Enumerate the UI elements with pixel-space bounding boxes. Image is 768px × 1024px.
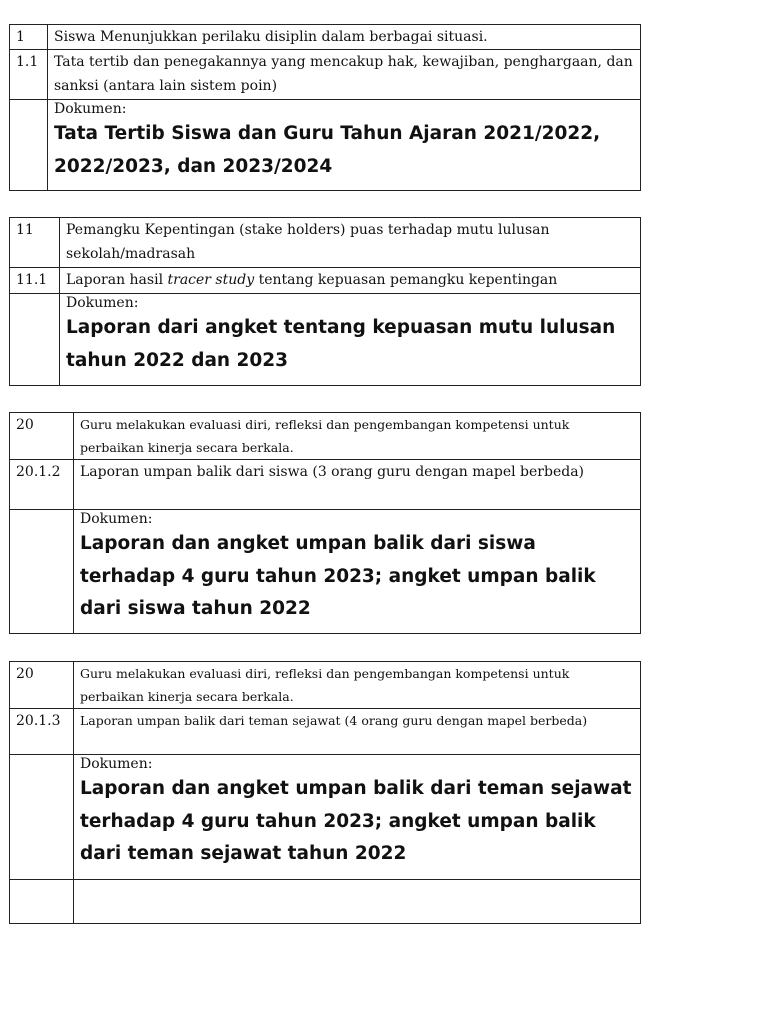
indicator-number: 20.1.3 [10, 709, 74, 755]
empty-cell [10, 880, 74, 924]
indicator-text: Laporan umpan balik dari siswa (3 orang guru dengan mapel berbeda) [74, 460, 641, 510]
criteria-table-1 [9, 24, 641, 191]
document-title: Laporan dan angket umpan balik dari teman sejawat terhadap 4 guru tahun 2023; angket umpan balik dari teman sejawat tahun 2022 [80, 778, 632, 864]
indicator-text: Tata tertib dan penegakannya yang mencakup hak, kewajiban, penghargaan, dan sanksi (antara lain sistem poin) [48, 50, 641, 100]
empty-cell [10, 294, 60, 386]
document-label: Dokumen: [54, 101, 127, 117]
table-row [10, 268, 641, 294]
document-cell [60, 294, 641, 386]
document-label: Dokumen: [80, 756, 153, 772]
table-row [10, 880, 641, 924]
indicator-number: 20.1.2 [10, 460, 74, 510]
document-label: Dokumen: [80, 511, 153, 527]
table-row [10, 510, 641, 634]
criterion-number: 11 [10, 218, 60, 268]
table-row [10, 25, 641, 50]
criterion-number: 1 [10, 25, 48, 50]
criterion-text: Guru melakukan evaluasi diri, refleksi dan pengembangan kompetensi untuk perbaikan kinerja secara berkala. [74, 662, 641, 709]
indicator-text [60, 268, 641, 294]
criterion-text: Guru melakukan evaluasi diri, refleksi dan pengembangan kompetensi untuk perbaikan kinerja secara berkala. [74, 413, 641, 460]
indicator-number: 1.1 [10, 50, 48, 100]
table-row [10, 709, 641, 755]
empty-cell [74, 880, 641, 924]
table-row [10, 755, 641, 880]
criteria-table-3 [9, 412, 641, 634]
empty-cell [10, 100, 48, 191]
document-title: Laporan dari angket tentang kepuasan mutu lulusan tahun 2022 dan 2023 [66, 317, 616, 371]
document-title: Laporan dan angket umpan balik dari siswa terhadap 4 guru tahun 2023; angket umpan balik dari siswa tahun 2022 [80, 533, 596, 619]
table-row [10, 662, 641, 709]
document-label: Dokumen: [66, 295, 139, 311]
table-row [10, 50, 641, 100]
empty-cell [10, 510, 74, 634]
document-title: Tata Tertib Siswa dan Guru Tahun Ajaran 2021/2022, 2022/2023, dan 2023/2024 [54, 123, 601, 177]
indicator-text-italic: tracer study [167, 272, 255, 288]
criterion-number: 20 [10, 662, 74, 709]
criterion-text: Siswa Menunjukkan perilaku disiplin dalam berbagai situasi. [48, 25, 641, 50]
table-row [10, 460, 641, 510]
criterion-number: 20 [10, 413, 74, 460]
criteria-table-2 [9, 217, 641, 386]
empty-cell [10, 755, 74, 880]
document-cell [74, 510, 641, 634]
document-cell [74, 755, 641, 880]
table-row [10, 294, 641, 386]
indicator-number: 11.1 [10, 268, 60, 294]
criteria-table-4 [9, 661, 641, 924]
criterion-text: Pemangku Kepentingan (stake holders) puas terhadap mutu lulusan sekolah/madrasah [60, 218, 641, 268]
indicator-text-part: Laporan hasil [66, 272, 168, 288]
table-row [10, 100, 641, 191]
indicator-text: Laporan umpan balik dari teman sejawat (4 orang guru dengan mapel berbeda) [74, 709, 641, 755]
indicator-text-part: tentang kepuasan pemangku kepentingan [254, 272, 558, 288]
table-row [10, 218, 641, 268]
table-row [10, 413, 641, 460]
document-cell [48, 100, 641, 191]
